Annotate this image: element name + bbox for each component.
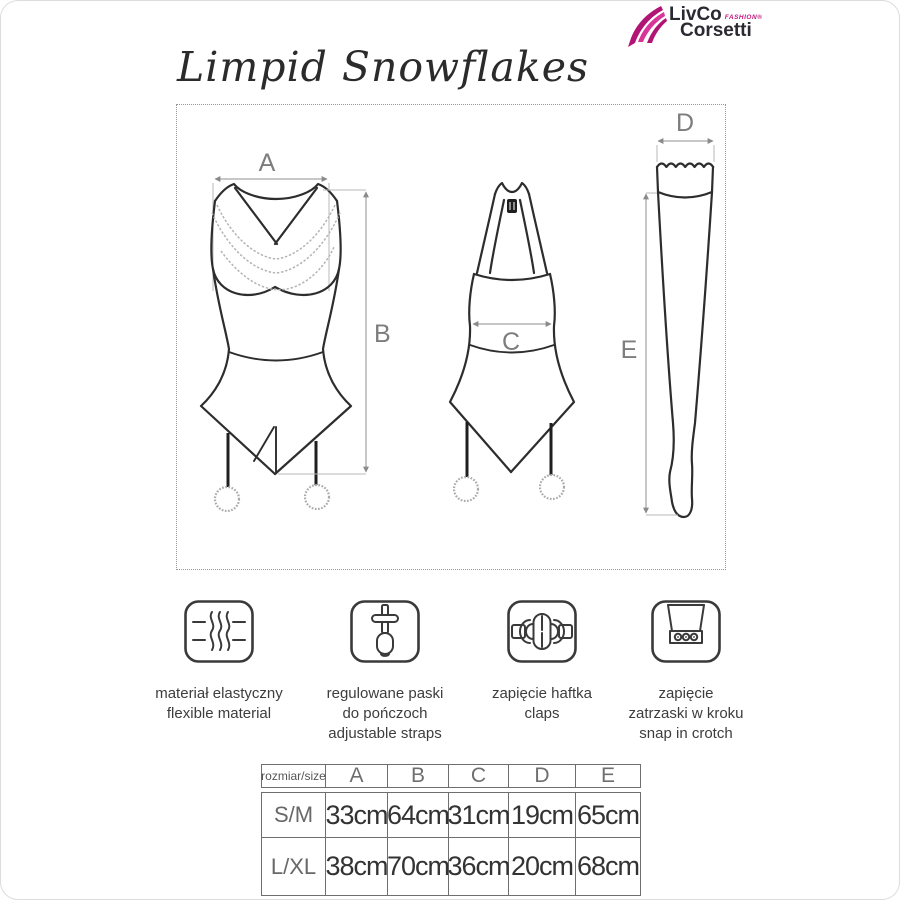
value-cell: 33cm bbox=[326, 793, 388, 837]
dimension-a-label: A bbox=[258, 149, 276, 177]
dimension-c bbox=[473, 324, 551, 356]
value-cell: 70cm bbox=[388, 838, 449, 895]
table-row-sm bbox=[262, 793, 640, 838]
size-table-body bbox=[261, 792, 641, 896]
elastic-material-icon bbox=[184, 600, 254, 663]
snap-crotch-icon bbox=[651, 600, 721, 663]
size-label: S/M bbox=[262, 793, 326, 837]
dimension-e-label: E bbox=[620, 336, 638, 364]
header-cell-size: rozmiar/size bbox=[262, 765, 326, 787]
logo-corsetti-text: Corsetti bbox=[680, 20, 752, 41]
dimension-d bbox=[657, 109, 714, 162]
size-label: L/XL bbox=[262, 838, 326, 895]
feature-elastic-material bbox=[129, 600, 309, 724]
logo-swirl-icon bbox=[627, 5, 667, 49]
size-table-header bbox=[261, 764, 641, 788]
dimension-e bbox=[621, 193, 678, 515]
stocking-drawing bbox=[657, 164, 713, 518]
value-cell: 36cm bbox=[449, 838, 509, 895]
feature-caption: regulowane paski do pończoch adjustable straps bbox=[326, 685, 444, 742]
garter-strap-icon bbox=[350, 600, 420, 663]
header-cell-e: E bbox=[600, 764, 615, 787]
header-cell-d: D bbox=[509, 765, 576, 787]
header-cell-b: B bbox=[388, 765, 449, 787]
feature-caption: zapięcie haftka claps bbox=[491, 685, 593, 722]
front-garment-drawing bbox=[201, 183, 351, 511]
logo-fashion-text: FASHION® bbox=[724, 13, 763, 21]
halter-clasp bbox=[507, 199, 517, 213]
value-cell: 68cm bbox=[576, 851, 640, 881]
value-cell: 64cm bbox=[388, 793, 449, 837]
header-cell-c: C bbox=[449, 765, 509, 787]
size-table bbox=[261, 764, 641, 896]
measurement-diagram bbox=[177, 105, 725, 569]
value-cell: 31cm bbox=[449, 793, 509, 837]
feature-caption: zapięcie zatrzaski w kroku snap in crotch bbox=[628, 685, 744, 742]
table-row-lxl bbox=[262, 838, 640, 895]
dimension-d-label: D bbox=[675, 109, 695, 137]
value-cell: 38cm bbox=[326, 838, 388, 895]
value-cell: 19cm bbox=[509, 793, 576, 837]
dimension-c-label: C bbox=[501, 328, 521, 356]
feature-snap-crotch bbox=[596, 600, 776, 743]
logo-livco-text: LivCo bbox=[669, 4, 722, 25]
value-cell: 20cm bbox=[509, 838, 576, 895]
product-title: Limpid Snowflakes bbox=[177, 43, 590, 91]
measurement-diagram-box bbox=[176, 104, 726, 570]
brand-logo bbox=[627, 5, 762, 49]
dimension-b bbox=[278, 190, 391, 474]
feature-adjustable-straps bbox=[295, 600, 475, 743]
value-cell: 65cm bbox=[576, 799, 640, 830]
clasp-icon bbox=[507, 600, 577, 663]
header-cell-a: A bbox=[326, 765, 388, 787]
dimension-b-label: B bbox=[374, 320, 391, 348]
feature-caption: materiał elastyczny flexible material bbox=[155, 685, 283, 722]
dimension-a bbox=[215, 149, 327, 179]
